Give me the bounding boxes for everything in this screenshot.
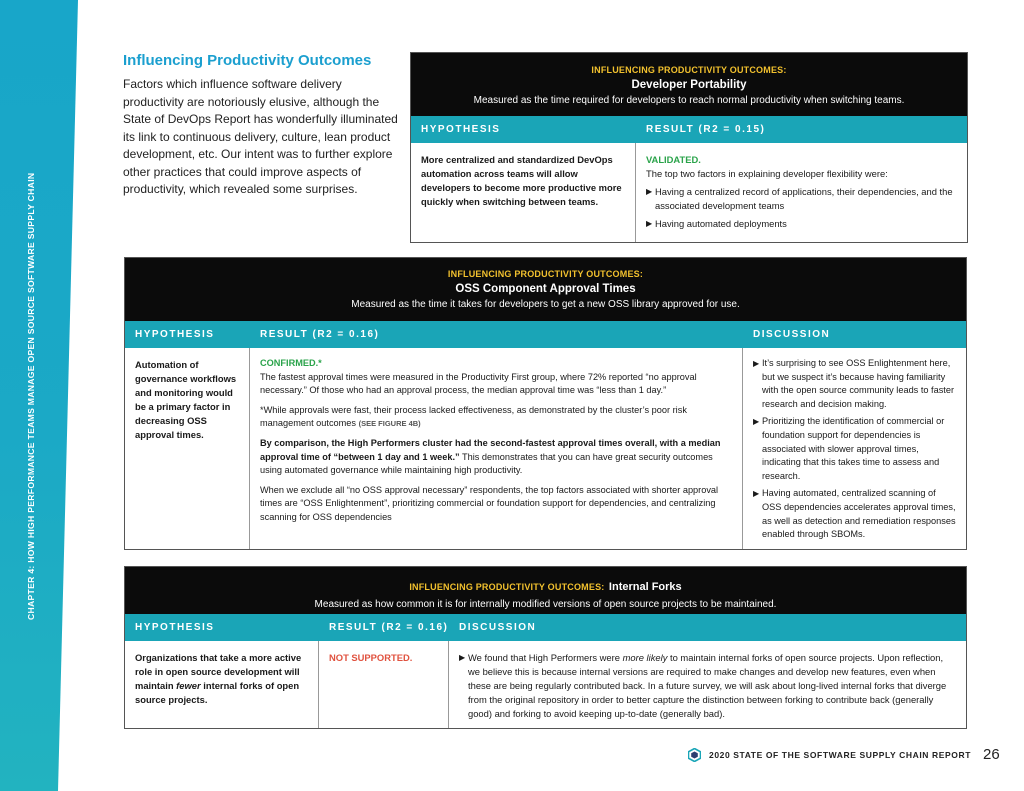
card-body-row [411,143,967,242]
result-paragraph: By comparison, the High Performers cluster had the second-fastest approval times overall, with a median approval time of “between 1 day and 1 week.” This demonstrates that you can have great security outcomes using automated governance while maintaining high productivity. [260,437,721,476]
card-subtitle: Measured as the time it takes for developers to get a new OSS library approved for use. [351,299,740,310]
result-intro: The top two factors in explaining developer flexibility were: [646,168,888,179]
discussion-bullet: ▶ We found that High Performers were more likely to maintain internal forks of open source projects. Upon reflection, we believe this is because internal versions are required to make changes and develop new features, even when these are being regularly contributed back. In a future survey, we will ask about long-lived internal forks that diverge from the original repository in order to better capture the distinction between forking to contribute back (generally good) and forking to avoid keeping up-to-date (generally bad). [459,652,947,719]
card-title: OSS Component Approval Times [455,283,636,295]
triangle-bullet-icon: ▶ [753,489,760,499]
card-subtitle: Measured as how common it is for internally modified versions of open source projects to be maintained. [314,599,777,610]
result-bullet: ▶ Having a centralized record of applications, their dependencies, and the associated development teams [646,186,953,211]
col-hypothesis: HYPOTHESIS [135,329,215,340]
chapter-label: CHAPTER 4: HOW HIGH PERFORMANCE TEAMS MANAGE OPEN SOURCE SOFTWARE SUPPLY CHAIN [26,172,36,620]
discussion-bullet: ▶ Prioritizing the identification of commercial or foundation support for dependencies is associated with slower approval times, indicating that this takes time to assess and research. [753,415,956,483]
card-body-row [125,641,966,728]
card-oss-approval-times [124,257,967,550]
hypothesis-text: Automation of governance workflows and monitoring would be a primary factor in decreasing OSS approval times. [125,348,250,549]
status-confirmed: CONFIRMED.* [260,358,322,368]
card-internal-forks [124,566,967,729]
col-hypothesis: HYPOTHESIS [135,622,215,633]
intro-body: Factors which influence software delivery productivity are notoriously elusive, although the State of DevOps Report has wonderfully illuminated its link to continuous delivery, culture, lean product development, etc. Our intent was to further explore other practices that could improve aspects of productivity, which revealed some surprises. [123,77,398,196]
hypothesis-text: Organizations that take a more active role in open source development will maintain fewer internal forks of open source projects. [125,641,319,728]
result-cell [319,641,449,728]
discussion-bullet: ▶ Having automated, centralized scanning of OSS dependencies accelerates approval times, as well as detection and remediation responses enabled through SBOMs. [753,487,956,541]
col-discussion: DISCUSSION [753,329,831,340]
card-kicker: INFLUENCING PRODUCTIVITY OUTCOMES: [591,65,787,75]
card-title: Internal Forks [608,581,682,593]
report-title: 2020 STATE OF THE SOFTWARE SUPPLY CHAIN REPORT [709,749,972,760]
page-footer [688,746,1000,763]
card-title: Developer Portability [631,79,747,91]
intro-title: Influencing Productivity Outcomes [123,52,372,69]
result-paragraph: *While approvals were fast, their process lacked effectiveness, as demonstrated by the cluster’s poor risk management outcomes (SEE FIGURE 4B) [260,404,687,429]
card-body-row [125,348,966,549]
card-header [411,53,967,116]
discussion-cell [743,348,966,549]
triangle-bullet-icon: ▶ [459,653,466,662]
hypothesis-text: More centralized and standardized DevOps automation across teams will allow developers to become more productive more quickly when switching between teams. [411,143,636,242]
card-kicker: INFLUENCING PRODUCTIVITY OUTCOMES: [409,582,605,592]
status-validated: VALIDATED. [646,154,701,165]
col-hypothesis: HYPOTHESIS [421,124,501,135]
card-header [125,258,966,321]
page-number: 26 [983,746,1000,763]
col-discussion: DISCUSSION [459,622,537,633]
hexagon-logo-icon [688,748,701,762]
triangle-bullet-icon: ▶ [753,417,760,427]
result-paragraph: When we exclude all “no OSS approval necessary” respondents, the top factors associated with shorter approval times are “OSS Enlightenment”, prioritizing commercial or foundation support for dependencies, and centralizing scanning for OSS dependencies [260,484,719,522]
col-result: RESULT (R2 = 0.15) [646,124,766,135]
column-header-row [125,321,966,348]
col-result: RESULT (R2 = 0.16) [329,622,449,633]
chapter-side-band [0,0,80,791]
card-subtitle: Measured as the time required for developers to reach normal productivity when switching teams. [473,95,905,106]
discussion-cell [449,641,966,728]
result-cell [636,143,967,242]
result-bullet: ▶ Having automated deployments [646,218,787,229]
column-header-row [125,614,966,641]
triangle-bullet-icon: ▶ [753,359,760,368]
intro-section [123,52,398,199]
result-cell [250,348,743,549]
triangle-bullet-icon: ▶ [646,187,653,196]
card-title-line [125,577,966,595]
triangle-bullet-icon: ▶ [646,219,653,228]
card-developer-portability [410,52,968,243]
status-not-supported: NOT SUPPORTED. [329,652,413,663]
card-kicker: INFLUENCING PRODUCTIVITY OUTCOMES: [447,269,644,279]
result-paragraph: The fastest approval times were measured in the Productivity First group, where 72% reported “no approval necessary.” Of those who had an approval process, the median approval time was “less than 1 day.” [260,371,697,396]
discussion-bullet: ▶ It’s surprising to see OSS Enlightenment here, but we suspect it’s because having familiarity with the open source community leads to faster research and decision making. [753,357,956,411]
figure-reference: (SEE FIGURE 4B) [358,419,421,429]
col-result: RESULT (R2 = 0.16) [260,329,380,340]
column-header-row [411,116,967,143]
card-header [125,567,966,614]
